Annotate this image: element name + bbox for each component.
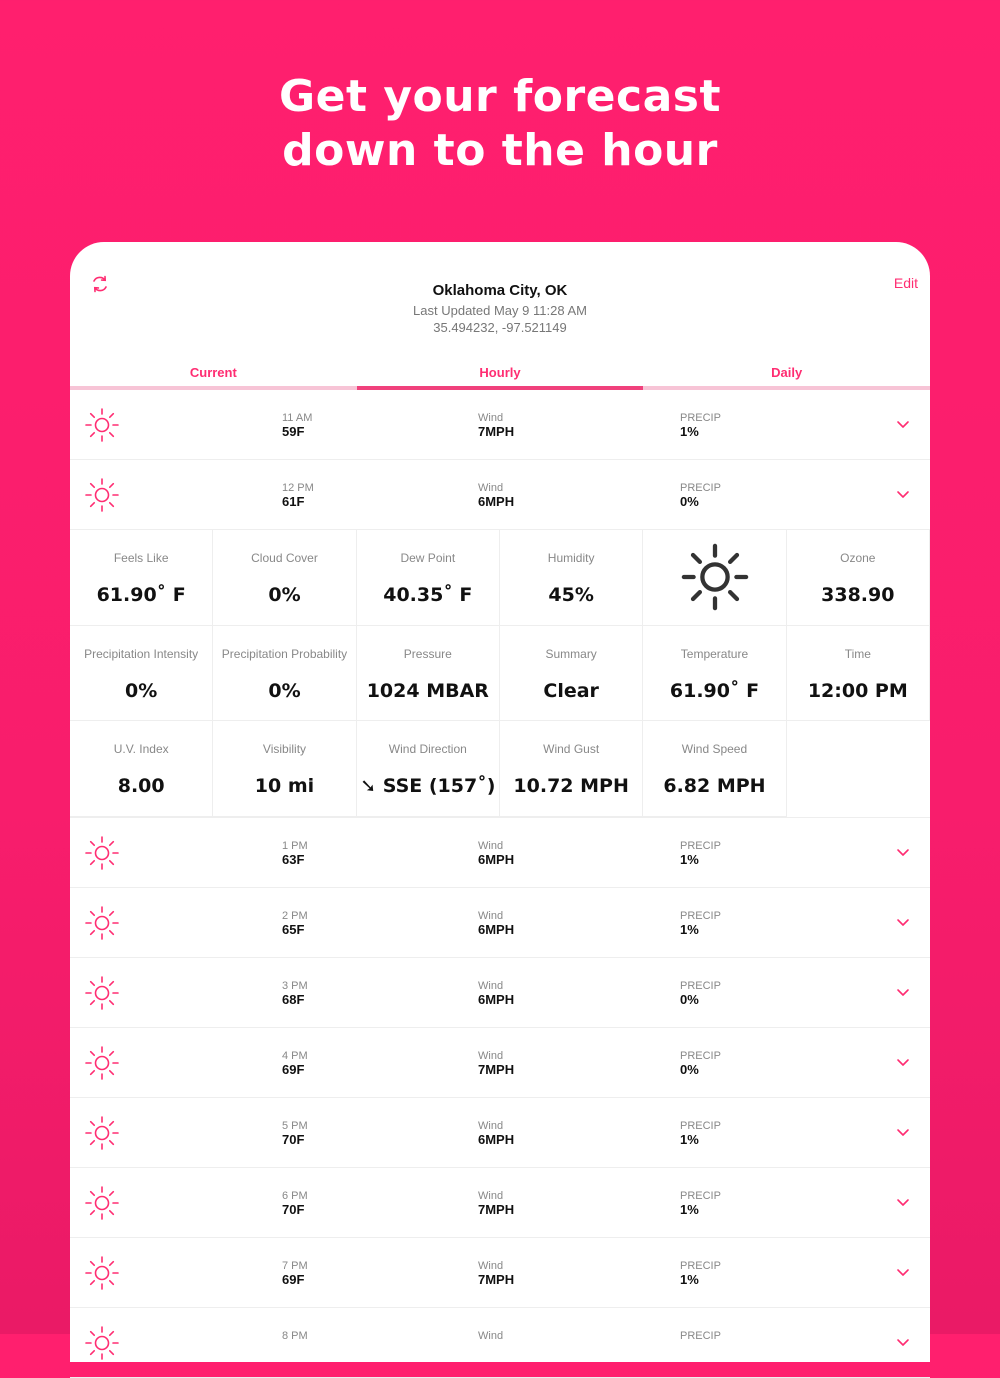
hour-time: 7 PM xyxy=(282,1259,308,1272)
hour-temp: 70F xyxy=(282,1201,305,1217)
wind-label: Wind xyxy=(478,412,504,424)
detail-cell xyxy=(70,530,213,626)
precip-label: PRECIP xyxy=(680,1329,721,1342)
hour-wind: 6MPH xyxy=(478,991,515,1007)
sun-icon xyxy=(84,905,120,941)
hour-precip: 1% xyxy=(680,1271,699,1287)
detail-label: Time xyxy=(844,646,871,661)
hour-precip: 0% xyxy=(680,494,699,509)
detail-value: 61.90˚ F xyxy=(669,679,760,702)
hour-precip-col xyxy=(680,1050,721,1077)
detail-value: 10 mi xyxy=(254,775,315,797)
hour-temp: 59F xyxy=(282,424,305,439)
hour-time: 3 PM xyxy=(282,979,308,992)
hour-time: 5 PM xyxy=(282,1119,308,1132)
hour-precip-col xyxy=(680,482,721,509)
detail-value: 0% xyxy=(268,679,301,702)
hour-precip: 1% xyxy=(680,851,699,867)
hour-precip: 0% xyxy=(680,991,699,1007)
hour-precip-col xyxy=(680,1190,721,1217)
hour-wind: 7MPH xyxy=(478,424,515,439)
detail-label: Wind Direction xyxy=(388,742,467,756)
chevron-down-icon[interactable] xyxy=(896,487,910,501)
edit-button[interactable]: Edit xyxy=(893,275,918,291)
sun-icon xyxy=(84,1255,120,1291)
hour-time: 11 AM xyxy=(282,412,313,424)
hour-precip: 1% xyxy=(680,1201,699,1217)
detail-cell xyxy=(213,530,356,626)
location-header xyxy=(70,282,930,335)
hour-precip: 1% xyxy=(680,424,699,439)
chevron-down-icon[interactable] xyxy=(896,1265,910,1279)
sun-icon xyxy=(84,407,120,443)
hour-time-col xyxy=(282,1050,308,1077)
hour-time-col xyxy=(282,910,308,937)
detail-cell xyxy=(70,626,213,722)
hour-time-col xyxy=(282,980,308,1007)
headline xyxy=(0,70,1000,178)
hour-row[interactable] xyxy=(70,958,930,1028)
hour-time-col xyxy=(282,1260,308,1287)
detail-cell xyxy=(643,721,786,817)
detail-cell xyxy=(787,530,930,626)
sun-icon xyxy=(680,542,750,612)
detail-cell xyxy=(357,626,500,722)
wind-label: Wind xyxy=(478,909,504,922)
detail-value: 10.72 MPH xyxy=(513,775,629,797)
hour-time: 6 PM xyxy=(282,1189,308,1202)
detail-value: 1024 MBAR xyxy=(366,679,489,702)
chevron-down-icon[interactable] xyxy=(896,915,910,929)
hour-precip-col xyxy=(680,1330,721,1342)
hour-wind: 6MPH xyxy=(478,851,515,867)
tab-hourly[interactable]: Hourly xyxy=(357,352,644,390)
hour-detail-grid xyxy=(70,530,930,818)
hour-wind-col xyxy=(478,412,514,439)
sun-icon xyxy=(84,477,120,513)
hour-time-col xyxy=(282,1120,308,1147)
hour-row[interactable] xyxy=(70,1098,930,1168)
detail-cell xyxy=(70,721,213,817)
hour-time: 8 PM xyxy=(282,1329,308,1342)
detail-cell xyxy=(213,721,356,817)
precip-label: PRECIP xyxy=(680,412,721,424)
detail-value: 338.90 xyxy=(821,584,895,606)
chevron-down-icon[interactable] xyxy=(896,1125,910,1139)
hour-wind-col xyxy=(478,1050,514,1077)
hour-wind-col xyxy=(478,910,514,937)
hour-temp: 70F xyxy=(282,1131,305,1147)
detail-value: 0% xyxy=(268,584,301,606)
hour-row[interactable] xyxy=(70,1308,930,1378)
hour-row[interactable] xyxy=(70,1168,930,1238)
precip-label: PRECIP xyxy=(680,1049,721,1062)
hour-time-col xyxy=(282,412,312,439)
precip-label: PRECIP xyxy=(680,1259,721,1272)
hour-wind-col xyxy=(478,840,514,867)
hour-time-col xyxy=(282,840,308,867)
wind-label: Wind xyxy=(478,1329,504,1342)
hour-temp: 69F xyxy=(282,1061,305,1077)
hour-row[interactable] xyxy=(70,1028,930,1098)
hour-precip-col xyxy=(680,980,721,1007)
hour-row[interactable] xyxy=(70,460,930,530)
detail-label: Visibility xyxy=(262,742,307,756)
tab-current[interactable]: Current xyxy=(70,352,357,390)
precip-label: PRECIP xyxy=(680,1119,721,1132)
detail-cell-empty xyxy=(787,721,930,817)
detail-label: Wind Gust xyxy=(543,742,600,756)
detail-value: 0% xyxy=(125,679,158,702)
wind-label: Wind xyxy=(478,1049,504,1062)
detail-cell xyxy=(643,626,786,722)
tab-bar xyxy=(70,352,930,390)
hourly-list-bottom xyxy=(70,818,930,1378)
top-bar xyxy=(70,242,930,352)
hour-time-col xyxy=(282,482,314,509)
detail-value: 40.35˚ F xyxy=(383,584,473,606)
detail-label: Feels Like xyxy=(113,551,169,565)
wind-label: Wind xyxy=(478,482,504,494)
hour-wind-col xyxy=(478,1260,514,1287)
hour-wind: 7MPH xyxy=(478,1271,515,1287)
hour-wind: 7MPH xyxy=(478,1061,515,1077)
hour-temp: 65F xyxy=(282,921,305,937)
detail-label: Humidity xyxy=(547,551,595,565)
app-window xyxy=(70,242,930,1362)
detail-cell xyxy=(213,626,356,722)
detail-value: 8.00 xyxy=(117,775,165,797)
hour-wind-col xyxy=(478,482,514,509)
last-updated: Last Updated May 9 11:28 AM xyxy=(413,303,587,318)
hour-precip: 1% xyxy=(680,1131,699,1147)
detail-value: 61.90˚ F xyxy=(96,584,186,606)
hour-time-col xyxy=(282,1330,308,1342)
hour-time: 1 PM xyxy=(282,839,308,852)
headline-line-2: down to the hour xyxy=(282,125,718,176)
hour-row[interactable] xyxy=(70,818,930,888)
hour-wind-col xyxy=(478,980,514,1007)
hour-precip: 0% xyxy=(680,1061,699,1077)
wind-label: Wind xyxy=(478,839,504,852)
chevron-down-icon[interactable] xyxy=(896,845,910,859)
sun-icon xyxy=(84,1325,120,1361)
hour-wind-col xyxy=(478,1190,514,1217)
hour-time: 2 PM xyxy=(282,909,308,922)
hour-precip-col xyxy=(680,910,721,937)
chevron-down-icon[interactable] xyxy=(896,1335,910,1349)
precip-label: PRECIP xyxy=(680,1189,721,1202)
hour-wind-col xyxy=(478,1120,514,1147)
precip-label: PRECIP xyxy=(680,979,721,992)
sun-icon xyxy=(84,1045,120,1081)
detail-label: Ozone xyxy=(840,551,876,565)
hour-time: 12 PM xyxy=(282,482,314,494)
hour-precip-col xyxy=(680,412,721,439)
detail-label: Cloud Cover xyxy=(251,551,318,565)
hour-precip-col xyxy=(680,1260,721,1287)
hour-precip: 1% xyxy=(680,921,699,937)
hour-temp: 63F xyxy=(282,851,305,867)
hour-wind-col xyxy=(478,1330,503,1342)
detail-cell xyxy=(787,626,930,722)
hour-time: 4 PM xyxy=(282,1049,308,1062)
sun-icon xyxy=(84,975,120,1011)
wind-label: Wind xyxy=(478,1189,504,1202)
hour-precip-col xyxy=(680,1120,721,1147)
detail-value: Clear xyxy=(543,679,599,702)
detail-label: Summary xyxy=(545,646,597,661)
detail-label: Wind Speed xyxy=(681,742,748,756)
detail-label: U.V. Index xyxy=(113,742,169,756)
hour-row[interactable] xyxy=(70,1238,930,1308)
hour-temp: 61F xyxy=(282,494,305,509)
detail-label: Temperature xyxy=(680,646,749,661)
wind-label: Wind xyxy=(478,1119,504,1132)
detail-label: Pressure xyxy=(403,646,452,661)
wind-label: Wind xyxy=(478,979,504,992)
detail-label: Precipitation Probability xyxy=(221,646,348,661)
hour-wind: 7MPH xyxy=(478,1201,515,1217)
sun-icon xyxy=(84,1115,120,1151)
hour-temp: 69F xyxy=(282,1271,305,1287)
hour-wind: 6MPH xyxy=(478,1131,515,1147)
detail-cell xyxy=(357,721,500,817)
sun-icon xyxy=(84,1185,120,1221)
coordinates: 35.494232, -97.521149 xyxy=(433,320,567,335)
detail-cell xyxy=(357,530,500,626)
chevron-down-icon[interactable] xyxy=(896,985,910,999)
detail-value: 6.82 MPH xyxy=(663,775,766,797)
detail-value: ➘ SSE (157˚) xyxy=(360,775,496,797)
sun-icon xyxy=(84,835,120,871)
detail-value: 45% xyxy=(548,584,594,606)
detail-cell xyxy=(500,530,643,626)
precip-label: PRECIP xyxy=(680,909,721,922)
hour-row[interactable] xyxy=(70,390,930,460)
tab-daily[interactable]: Daily xyxy=(643,352,930,390)
chevron-down-icon[interactable] xyxy=(896,1195,910,1209)
chevron-down-icon[interactable] xyxy=(896,417,910,431)
chevron-down-icon[interactable] xyxy=(896,1055,910,1069)
wind-label: Wind xyxy=(478,1259,504,1272)
hour-row[interactable] xyxy=(70,888,930,958)
detail-cell xyxy=(500,721,643,817)
hour-temp: 68F xyxy=(282,991,305,1007)
headline-line-1: Get your forecast xyxy=(279,71,721,122)
hour-wind: 6MPH xyxy=(478,921,515,937)
hourly-list-top xyxy=(70,390,930,530)
detail-label: Dew Point xyxy=(400,551,456,565)
detail-cell xyxy=(500,626,643,722)
detail-cell-icon xyxy=(643,530,786,626)
hour-precip-col xyxy=(680,840,721,867)
location-name: Oklahoma City, OK xyxy=(432,282,568,299)
precip-label: PRECIP xyxy=(680,482,721,494)
precip-label: PRECIP xyxy=(680,839,721,852)
hour-wind: 6MPH xyxy=(478,494,515,509)
detail-label: Precipitation Intensity xyxy=(84,646,199,661)
detail-value: 12:00 PM xyxy=(807,679,908,702)
hour-time-col xyxy=(282,1190,308,1217)
